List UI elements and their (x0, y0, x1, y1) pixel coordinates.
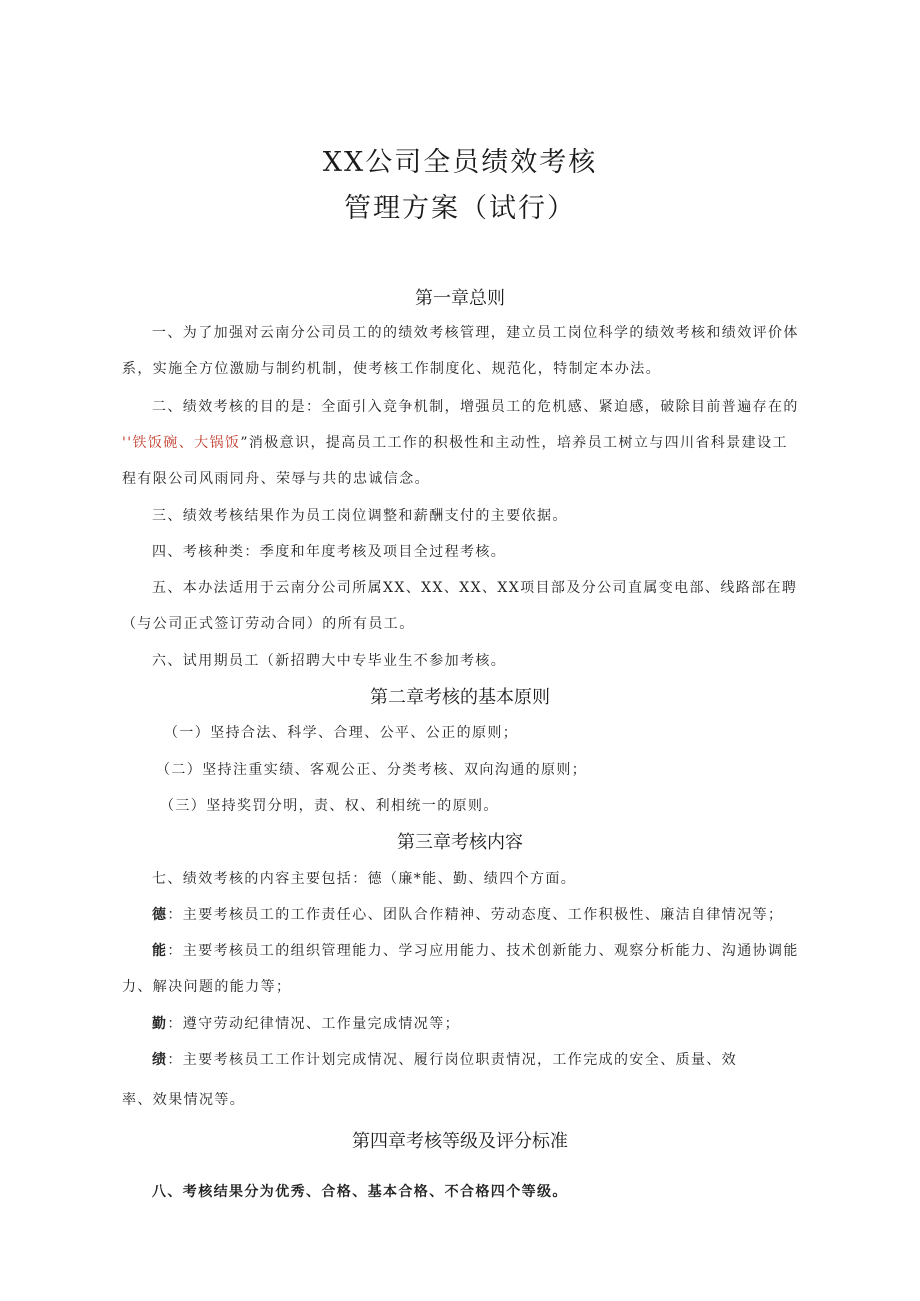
clause2-line3: 程有限公司风雨同舟、荣辱与共的忠诚信念。 (122, 471, 430, 487)
qin-label: 勤 (152, 1016, 168, 1032)
clause5-line2: （与公司正式签订劳动合同）的所有员工。 (122, 616, 415, 632)
qin-text: ：遵守劳动纪律情况、工作量完成情况等； (167, 1016, 461, 1032)
ji-paragraph-line1 (152, 1049, 737, 1069)
ji-label: 绩 (152, 1052, 168, 1068)
principle-item: （二）坚持注重实绩、客观公正、分类考核、双向沟通的原则； (156, 762, 588, 778)
neng-label: 能 (152, 943, 168, 959)
clause6: 六、试用期员工（新招聘大中专毕业生不参加考核。 (152, 653, 507, 669)
clause5-line1: 五、本办法适用于云南分公司所属XX、XX、XX、XX项目部及分公司直属变电部、线路部在聘 (152, 580, 798, 596)
principle-item: （三）坚持奖罚分明，责、权、利相统一的原则。 (160, 798, 499, 814)
clause3: 三、绩效考核结果作为员工岗位调整和薪酬支付的主要依据。 (152, 508, 568, 524)
chapter2-heading: 第二章考核的基本原则 (370, 687, 550, 708)
neng-paragraph-line2: 力、解决问题的能力等； (122, 979, 292, 995)
chapter1-heading: 第一章总则 (415, 288, 505, 309)
clause1-line2: 系，实施全方位激励与制约机制，使考核工作制度化、规范化，特制定本办法。 (122, 361, 661, 377)
neng-text-line1: ：主要考核员工的组织管理能力、学习应用能力、技术创新能力、观察分析能力、沟通协调能 (167, 943, 799, 959)
de-text: ：主要考核员工的工作责任心、团队合作精神、劳动态度、工作积极性、廉洁自律情况等； (167, 907, 784, 923)
chapter3-heading: 第三章考核内容 (397, 832, 523, 853)
de-label: 德 (152, 907, 168, 923)
chapter4-heading: 第四章考核等级及评分标准 (352, 1131, 568, 1152)
clause8: 八、考核结果分为优秀、合格、基本合格、不合格四个等级。 (152, 1184, 568, 1200)
neng-paragraph-line1 (152, 940, 799, 960)
clause2-line2-rest: ”消极意识，提高员工工作的积极性和主动性，培养员工树立与四川省科景建设工 (240, 435, 788, 451)
ji-paragraph-line2: 率、效果情况等。 (122, 1092, 246, 1108)
qin-paragraph (152, 1013, 460, 1033)
quote-open: '' (122, 435, 133, 451)
clause7: 七、绩效考核的内容主要包括：德（廉*能、勤、绩四个方面。 (152, 871, 577, 887)
clause2-line2 (122, 432, 788, 452)
clause1-line1: 一、为了加强对云南分公司员工的的绩效考核管理，建立员工岗位科学的绩效考核和绩效评价体 (152, 325, 799, 341)
principle-item: （一）坚持合法、科学、合理、公平、公正的原则； (164, 725, 519, 741)
ji-text-line1: ：主要考核员工工作计划完成情况、履行岗位职责情况，工作完成的安全、质量、效 (167, 1052, 738, 1068)
clause2-line1: 二、绩效考核的目的是：全面引入竞争机制，增强员工的危机感、紧迫感，破除目前普遍存在的 (152, 399, 799, 415)
de-paragraph (152, 904, 783, 924)
clause4: 四、考核种类：季度和年度考核及项目全过程考核。 (152, 544, 507, 560)
document-title-line1: XX公司全员绩效考核 (322, 147, 598, 178)
document-title-line2: 管理方案（试行） (344, 193, 576, 224)
highlight-phrase: 铁饭碗、大锅饭 (132, 435, 241, 451)
